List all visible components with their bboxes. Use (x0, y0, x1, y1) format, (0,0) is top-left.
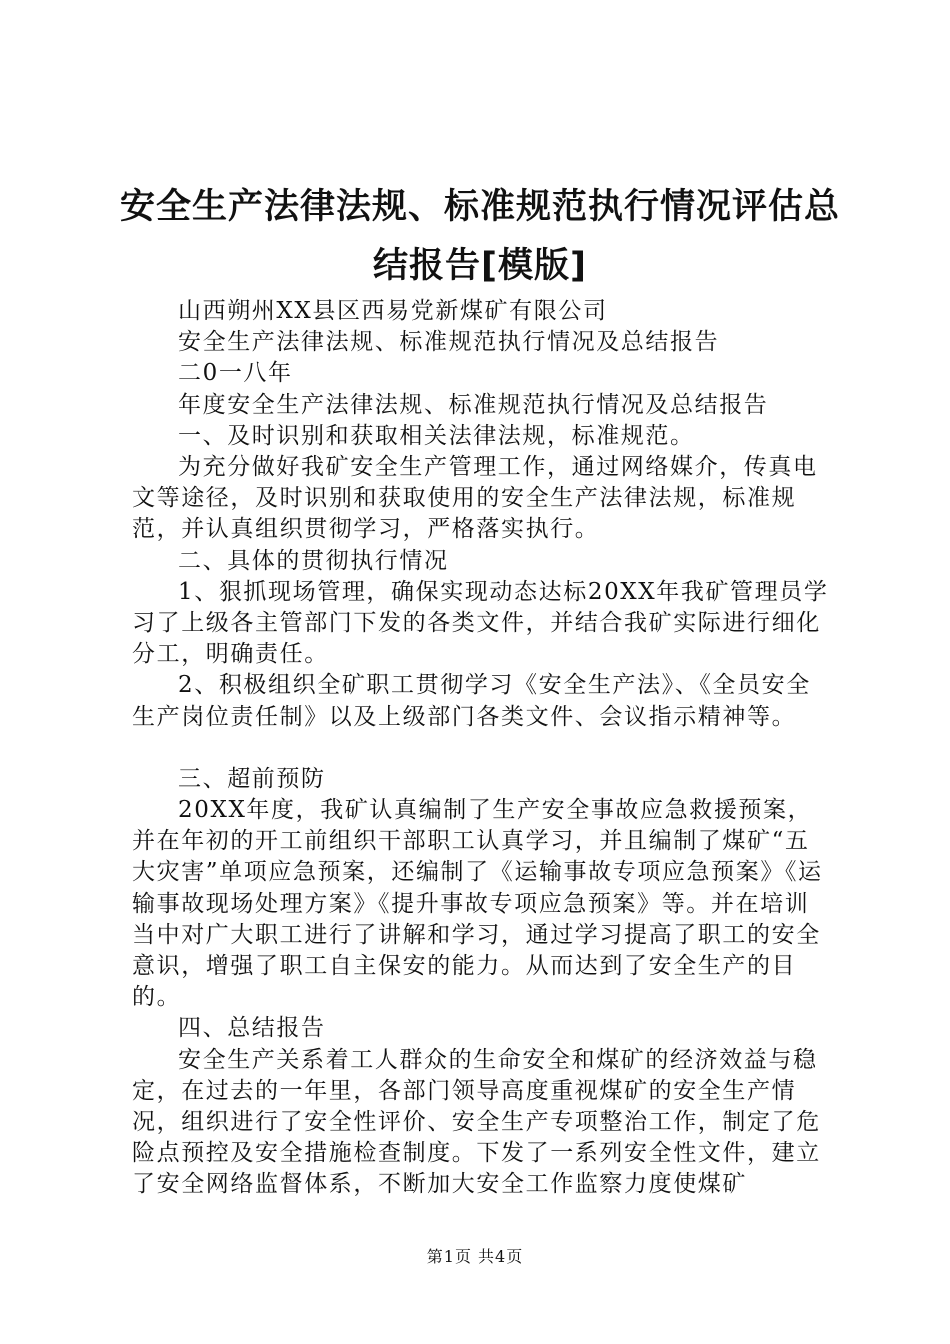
document-body (132, 296, 832, 1201)
document-title-line-1: 安全生产法律法规、标准规范执行情况评估总 (120, 187, 841, 227)
report-year: 二0一八年 (178, 360, 293, 387)
document-title-line-2: 结报告[模版] (373, 246, 587, 286)
report-subtitle: 安全生产法律法规、标准规范执行情况及总结报告 (178, 329, 720, 356)
report-heading: 年度安全生产法律法规、标准规范执行情况及总结报告 (178, 391, 769, 418)
section-heading-1: 一、及时识别和获取相关法律法规，标准规范。 (178, 422, 695, 449)
page-number-footer: 第1页 共4页 (426, 1247, 524, 1266)
section-2-item-1: 1、狠抓现场管理，确保实现动态达标20XX年我矿管理员学习了上级各主管部门下发的各类文件，并结合我矿实际进行细化分工，明确责任。 (132, 578, 829, 668)
section-1-paragraph: 为充分做好我矿安全生产管理工作，通过网络媒介，传真电文等途径，及时识别和获取使用的安全生产法律法规，标准规范，并认真组织贯彻学习，严格落实执行。 (132, 454, 818, 543)
section-3-paragraph: 20XX年度，我矿认真编制了生产安全事故应急救援预案，并在年初的开工前组织干部职工认真学习，并且编制了煤矿“五大灾害”单项应急预案，还编制了《运输事故专项应急预案》《运输事故现场处理方案》《提升事故专项应急预案》等。并在培训当中对广大职工进行了讲解和学习，通过学习提高了职工的安全意识，增强了职工自主保安的能力。从而达到了安全生产的目的。 (132, 797, 823, 1011)
section-heading-4: 四、总结报告 (178, 1015, 326, 1042)
company-name: 山西朔州XX县区西易党新煤矿有限公司 (178, 298, 608, 324)
section-heading-2: 二、具体的贯彻执行情况 (178, 547, 449, 574)
section-2-item-2: 2、积极组织全矿职工贯彻学习《安全生产法》、《全员安全生产岗位责任制》以及上级部门各类文件、会议指示精神等。 (132, 672, 811, 730)
section-4-paragraph: 安全生产关系着工人群众的生命安全和煤矿的经济效益与稳定，在过去的一年里，各部门领导高度重视煤矿的安全生产情况，组织进行了安全性评价、安全生产专项整治工作，制定了危险点预控及安全措施检查制度。下发了一系列安全性文件，建立了安全网络监督体系，不断加大安全工作监察力度使煤矿 (132, 1046, 821, 1198)
section-heading-3: 三、超前预防 (178, 765, 326, 792)
